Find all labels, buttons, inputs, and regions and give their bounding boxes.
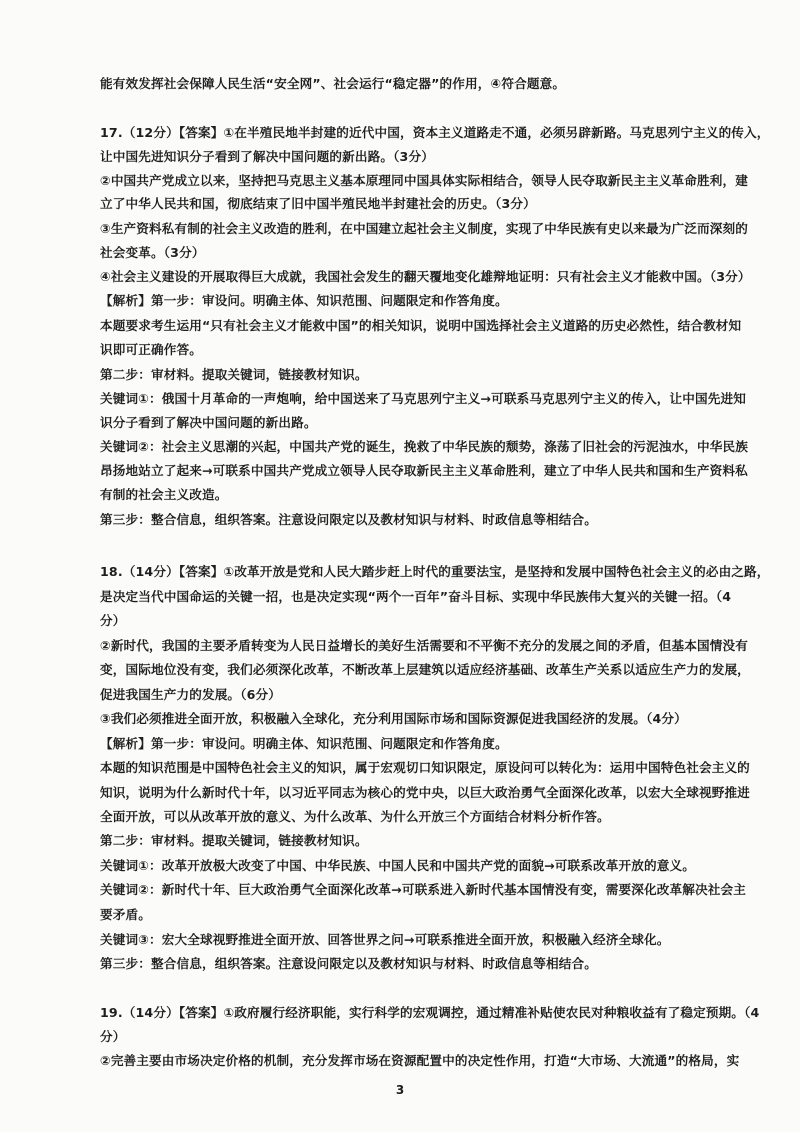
question-17-analysis-line-1: 【解析】第一步：审设问。明确主体、知识范围、问题限定和作答角度。 [100, 293, 508, 308]
question-18-analysis-line-9: 关键词③：宏大全球视野推进全面开放、回答世界之问→可联系推进全面开放，积极融入经济全球化。 [100, 932, 670, 947]
question-19-answer-line-3: ②完善主要由市场决定价格的机制，充分发挥市场在资源配置中的决定性作用，打造“大市场、大流通”的格局，实 [100, 1053, 740, 1068]
question-18-answer-line-6: 促进我国生产力的发展。（6分） [100, 687, 282, 702]
question-17-analysis-line-9: 有制的社会主义改造。 [100, 487, 228, 502]
question-17-answer-line-5: ③生产资料私有制的社会主义改造的胜利，在中国建立起社会主义制度，实现了中华民族有史以来最为广泛而深刻的 [100, 221, 749, 236]
bleed-through-mark [56, 922, 67, 936]
question-17-analysis-line-7: 关键词②：社会主义思潮的兴起，中国共产党的诞生，挽救了中华民族的颓势，涤荡了旧社会的污泥浊水，中华民族 [100, 439, 748, 454]
question-17-analysis-line-2: 本题要求考生运用“只有社会主义才能救中国”的相关知识，说明中国选择社会主义道路的历史必然性，结合教材知 [100, 318, 742, 333]
question-17-answer-line-1: 17.（12分）【答案】①在半殖民地半封建的近代中国，资本主义道路走不通，必须另辟新路。马克思列宁主义的传入， [100, 125, 770, 140]
question-17-analysis-line-5: 关键词①：俄国十月革命的一声炮响，给中国送来了马克思列宁主义→可联系马克思列宁主义的传入，让中国先进知 [100, 391, 746, 406]
question-18-analysis-line-3: 知识，说明为什么新时代十年，以习近平同志为核心的党中央，以巨大政治勇气全面深化改革，以宏大全球视野推进 [100, 785, 750, 800]
question-17-analysis-line-3: 识即可正确作答。 [100, 342, 202, 357]
question-17-analysis-line-6: 识分子看到了解决中国问题的新出路。 [100, 415, 317, 430]
question-18-answer-line-1: 18.（14分）【答案】①改革开放是党和人民大踏步赶上时代的重要法宝，是坚持和发展中国特色社会主义的必由之路， [100, 564, 770, 579]
question-17-analysis-line-4: 第二步：审材料。提取关键词，链接教材知识。 [100, 367, 368, 382]
question-18-analysis-line-7: 关键词②：新时代十年、巨大政治勇气全面深化改革→可联系进入新时代基本国情没有变，需要深化改革解决社会主 [100, 882, 746, 897]
question-18-answer-line-7: ③我们必须推进全面开放，积极融入全球化，充分利用国际市场和国际资源促进我国经济的发展。（4分） [100, 711, 687, 726]
question-18-answer-line-2: 是决定当代中国命运的关键一招，也是决定实现“两个一百年”奋斗目标、实现中华民族伟大复兴的关键一招。（4 [100, 589, 732, 604]
question-19-answer-line-2: 分） [100, 1029, 126, 1044]
question-18-analysis-line-4: 全面开放，可以从改革开放的意义、为什么改革、为什么开放三个方面结合材料分析作答。 [100, 809, 610, 824]
question-18-analysis-line-1: 【解析】第一步：审设问。明确主体、知识范围、问题限定和作答角度。 [100, 736, 508, 751]
question-19-answer-line-1: 19.（14分）【答案】①政府履行经济职能，实行科学的宏观调控，通过精准补贴使农民对种粮收益有了稳定预期。（4 [100, 1005, 760, 1020]
question-17-answer-line-6: 社会变革。（3分） [100, 245, 205, 260]
question-17-analysis-line-10: 第三步：整合信息，组织答案。注意设问限定以及教材知识与材料、时政信息等相结合。 [100, 512, 598, 527]
question-18-answer-line-4: ②新时代，我国的主要矛盾转变为人民日益增长的美好生活需要和不平衡不充分的发展之间的矛盾，但基本国情没有 [100, 638, 749, 653]
question-18-analysis-line-2: 本题的知识范围是中国特色社会主义的知识，属于宏观切口知识限定，原设问可以转化为：运用中国特色社会主义的 [100, 760, 750, 775]
question-17-analysis-line-8: 昂扬地站立了起来→可联系中国共产党成立领导人民夺取新民主主义革命胜利，建立了中华人民共和国和生产资料私 [100, 463, 748, 478]
question-17-answer-line-3: ②中国共产党成立以来，坚持把马克思主义基本原理同中国具体实际相结合，领导人民夺取新民主主义革命胜利，建 [100, 173, 749, 188]
page-number: 3 [395, 1083, 405, 1097]
question-18-analysis-line-6: 关键词①：改革开放极大改变了中国、中华民族、中国人民和中国共产党的面貌→可联系改革开放的意义。 [100, 858, 695, 873]
text-line-1: 能有效发挥社会保障人民生活“安全网”、社会运行“稳定器”的作用，④符合题意。 [100, 76, 566, 91]
question-17-answer-line-4: 立了中华人民共和国，彻底结束了旧中国半殖民地半封建社会的历史。（3分） [100, 196, 536, 211]
question-18-answer-line-3: 分） [100, 613, 126, 628]
question-18-answer-line-5: 变，国际地位没有变，我们必须深化改革，不断改革上层建筑以适应经济基础、改革生产关系以适应生产力的发展， [100, 662, 750, 677]
question-18-analysis-line-10: 第三步：整合信息，组织答案。注意设问限定以及教材知识与材料、时政信息等相结合。 [100, 956, 598, 971]
question-18-analysis-line-5: 第二步：审材料。提取关键词，链接教材知识。 [100, 833, 368, 848]
question-17-answer-line-7: ④社会主义建设的开展取得巨大成就，我国社会发生的翻天覆地变化雄辩地证明：只有社会主义才能救中国。（3分） [100, 269, 751, 284]
question-18-analysis-line-8: 要矛盾。 [100, 907, 151, 922]
question-17-answer-line-2: 让中国先进知识分子看到了解决中国问题的新出路。（3分） [100, 149, 434, 164]
